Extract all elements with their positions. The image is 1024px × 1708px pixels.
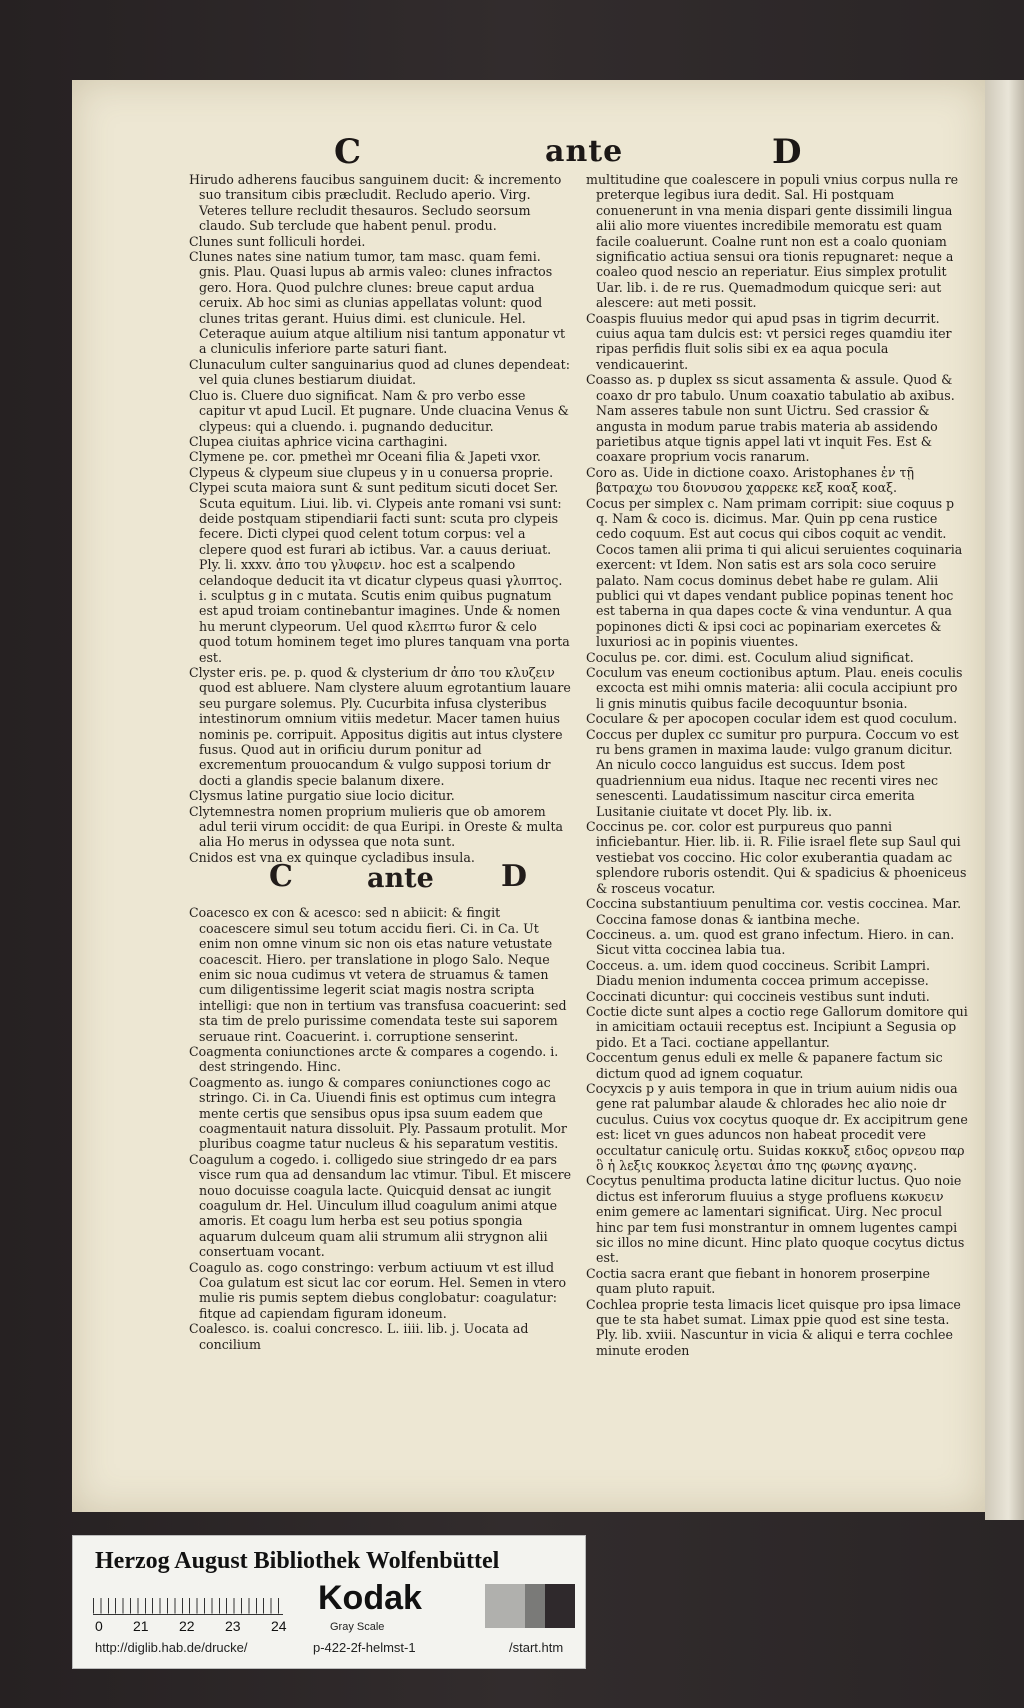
dictionary-entry: Cochlea proprie testa limacis licet quisque pro ipsa limace que te sta habet sumat. Limax ppie quod est sine testa. Ply. lib. xviii. Nascuntur in vicia & aliqui e terra cochlee minute eroden	[586, 1296, 961, 1358]
right-column-entries	[586, 172, 969, 1358]
dictionary-entry: Coalesco. is. coalui concresco. L. iiii. lib. j. Uocata ad concilium	[189, 1321, 529, 1352]
dictionary-entry: Coaspis fluuius medor qui apud psas in tigrim decurrit. cuius aqua tam dulcis est: vt persici reges quamdiu iter ripas perfidis fluit solis sibi ex ea aqua pocula vendicauerint.	[586, 310, 952, 372]
left-column	[189, 172, 572, 1352]
dictionary-entry: Clysmus latine purgatio siue locio dicitur.	[189, 788, 455, 804]
section-right-letter: D	[501, 859, 528, 895]
dictionary-entry: Coccineus. a. um. quod est grano infectum. Hiero. in can. Sicut vitta coccinea labia tua.	[586, 926, 955, 958]
dictionary-entry: Clyster eris. pe. p. quod & clysterium dr ἀπο του κλυζειν quod est abluere. Nam clystere aluum egrotantium lauare seu purgare solemus. Ply. Cucurbita infusa clysteribus intestinorum omnium vitiis medetur. Macer tamen huius nominis pe. corripuit. Appositus digitis aut intus clystere fusus. Quod aut in orificiu durum ponitur ad excrementum prouocandum & vulgo supposi torium dr docti a glandis specie balanum dixere.	[189, 665, 571, 788]
ruler-number: 24	[271, 1618, 287, 1634]
ruler-scale	[93, 1588, 283, 1615]
dictionary-entry: Coagmento as. iungo & compares coniunctiones cogo ac stringo. Ci. in Ca. Uiuendi finis est optimus cum integra mente certis que sensibus opus ipsa suum eadem que coagmentauit natura dissoluit. Ply. Passaum protulit. Mor pluribus coagme tatur nucleus & his separatum vestitis.	[189, 1074, 567, 1152]
dictionary-entry: Coculare & per apocopen cocular idem est quod coculum.	[586, 711, 958, 727]
dictionary-entry: Cocus per simplex c. Nam primam corripit: siue coquus p q. Nam & coco is. dicimus. Mar. Quin pp cena rustice cedo coquum. Est aut cocus qui cibos coquit ac vendit. Cocos tamen alii prima ti qui alicui seruientes coquinaria exercent: vt Idem. Non satis est ars sola coco seruire palato. Nam cocus dominus debet habe re gulam. Alii publici qui vt dapes vendant publice popinas tenent hoc est taberna in qua dapes cocte & vina venduntur. A qua popinones dicti & ipsi coci ac popinariam exercetes & luxuriosi ac in popinis viuentes.	[586, 495, 963, 650]
dictionary-entry: Cocyxcis p y auis tempora in que in trium auium nidis oua gene rat palumbar alaude & chlorades hec alio noie dr cuculus. Cuius vox cocytus quoque dr. Ex accipitrum gene est: licet vn gues aduncos non habeat procedit vere occultatur caniculę ortu. Suidas κοκκυξ ειδος ορνεου παρ ὃ ἡ λεξις κουκκος λεγεται ἀπο της φωνης αγανης.	[586, 1080, 968, 1173]
section-header	[189, 859, 572, 903]
right-column	[586, 172, 969, 1358]
dictionary-entry: Cnidos est vna ex quinque cycladibus insula.	[189, 849, 475, 865]
header-left-letter: C	[334, 132, 362, 172]
dictionary-entry: Coccus per duplex cc sumitur pro purpura. Coccum vo est ru bens gramen in maxima laude: vulgo granum dicitur. An niculo cocco languidus est succus. Idem post quadriennium eua nidus. Itaque nec recenti vires nec senescenti. Laudatissimum nascitur circa emerita Lusitanie ciuitate vt docet Ply. lib. ix.	[586, 726, 959, 819]
section-left-letter: C	[269, 859, 293, 895]
dictionary-entry: Coctia sacra erant que fiebant in honorem proserpine quam pluto rapuit.	[586, 1265, 931, 1297]
dictionary-entry: Coagulo as. cogo constringo: verbum actiuum vt est illud Coa gulatum est sicut lac cor eorum. Hel. Semen in vtero mulie ris pumis septem diebus conglobatur: coagulatur: fitque ad capiendam figuram idoneum.	[189, 1259, 567, 1321]
dictionary-entry: Coasso as. p duplex ss sicut assamenta & assule. Quod & coaxo dr pro tabulo. Unum coaxatio tabulatio ab axibus. Nam asseres tabule non sunt Uictru. Sed crassior & angusta in modum parue trabis materia ab assidendo parietibus atque tignis appel lati vt inquit Fes. Est & coaxare proprium vocis ranarum.	[586, 372, 955, 465]
dictionary-entry: Clytemnestra nomen proprium mulieris que ob amorem adul terii virum occidit: de qua Euripi. in Oreste & multa alia Ho merus in odyssea que nota sunt.	[189, 803, 564, 850]
dictionary-entry: Coacesco ex con & acesco: sed n abiicit: & fingit coacescere simul seu totum accidu fieri. Ci. in Ca. Ut enim non omne vinum sic non ois etas nature vetustate coacescit. Hiero. per translatione in plogo Salo. Neque enim sic noua cudimus vt vetera de struamus & tamen cum diligentissime legerit sciat magis nostra scripta intelligi: que non in tertium vas transfusa coacuerint: sed sta tim de prelo purissime comendata teste sui saporem seruaue rint. Coacuerint. i. corruptione senserint.	[189, 905, 567, 1044]
left-column-bottom-entries	[189, 905, 572, 1352]
dictionary-entry: Coculus pe. cor. dimi. est. Coculum aliud significat.	[586, 649, 914, 665]
dictionary-entry: Clunaculum culter sanguinarius quod ad clunes dependeat: vel quia clunes bestiarum diuidat.	[189, 356, 570, 388]
dictionary-entry: Coccina substantiuum penultima cor. vestis coccinea. Mar. Coccina famose donas & iantbina meche.	[586, 896, 962, 927]
dictionary-entry: Clupea ciuitas aphrice vicina carthagini.	[189, 433, 448, 449]
dictionary-entry: Coccinati dicuntur: qui coccineis vestibus sunt induti.	[586, 988, 930, 1004]
dictionary-entry: Coro as. Uide in dictione coaxo. Aristophanes ἐν τῇ βατραχω του διονυσου χαρρεκε κεξ κοαξ κοαξ.	[586, 464, 914, 496]
dictionary-entry: Clunes sunt folliculi hordei.	[189, 233, 366, 249]
dictionary-entry: Coagulum a cogedo. i. colligedo siue stringedo dr ea pars visce rum qua ad densandum lac vtimur. Tibul. Et miscere nouo docuisse coagula lacte. Quicquid densat ac iungit coagulum dr. Hel. Uinculum illud coagulum animi atque amoris. Et coagu lum herba est seu potius spongia aquarum dulceum quam alii strumum alii strygnon alii consertuam vocant.	[189, 1151, 572, 1260]
gray-scale-label: Gray Scale	[330, 1621, 385, 1633]
dictionary-entry: Clunes nates sine natium tumor, tam masc. quam femi. gnis. Plau. Quasi lupus ab armis valeo: clunes infractos gero. Hora. Quod pulchre clunes: breue caput ardua ceruix. Ab hoc simi as clunias appellatas volunt: quod clunes tritas gerant. Huius dimi. est clunicule. Hel. Ceteraque auium atque altilium nisi tantum apponatur vt a cluniculis inferiore parte saturi fiant.	[189, 249, 566, 357]
dictionary-entry: Coagmenta coniunctiones arcte & compares a cogendo. i. dest stringendo. Hinc.	[189, 1043, 559, 1075]
dictionary-entry: Cluo is. Cluere duo significat. Nam & pro verbo esse capitur vt apud Lucil. Et pugnare. Unde cluacina Venus & clypeus: qui a cluendo. i. pugnando deducitur.	[189, 387, 569, 434]
dictionary-entry: Cocytus penultima producta latine dicitur luctus. Quo noie dictus est inferorum fluuius a styge profluens κωκυειν enim gemere ac lamentari significat. Uirg. Nec procul hinc par tem fusi monstrantur in omnem lugentes campi sic illos no mine dicunt. Hinc plato quoque cocytus dictus est.	[586, 1173, 965, 1266]
book-page	[72, 80, 985, 1512]
dictionary-entry: Coccinus pe. cor. color est purpureus quo panni inficiebantur. Hier. lib. ii. R. Filie israel flete sup Saul qui vestiebat vos coccino. Hic color exuberantia quadam ac splendore ruboris ostendit. Qui & spadicius & phoeniceus & rosceus vocatur.	[586, 819, 967, 896]
dictionary-entry: Hirudo adherens faucibus sanguinem ducit: & incremento suo transitum cibis præcludit. Recludo aperio. Virg. Veteres tellure recludit thesauros. Secludo seorsum claudo. Sub terclude que habent penul. produ.	[189, 172, 562, 234]
dictionary-entry: Clypeus & clypeum siue clupeus y in u conuersa proprie.	[189, 464, 554, 480]
dictionary-entry: Cocceus. a. um. idem quod coccineus. Scribit Lampri. Diadu menion indumenta coccea primum accepisse.	[586, 957, 930, 989]
dictionary-entry: Clymene pe. cor. pmetheì mr Oceani filia & Japeti vxor.	[189, 449, 541, 465]
ruler-number: 22	[179, 1618, 195, 1634]
ruler-number: 21	[133, 1618, 149, 1634]
dictionary-entry: Coculum vas eneum coctionibus aptum. Plau. eneis coculis excocta est mihi omnis materia: alii cocula accipiunt pro li gnis minutis quibus facile decoquuntur bsonia.	[586, 665, 963, 711]
header-title: ante	[545, 134, 624, 169]
adjacent-page-edge	[985, 80, 1024, 1520]
kodak-logo: Kodak	[318, 1579, 422, 1617]
gray-patch-dark	[545, 1584, 575, 1628]
calibration-card	[72, 1535, 586, 1669]
ruler-number: 23	[225, 1618, 241, 1634]
library-title: Herzog August Bibliothek Wolfenbüttel	[95, 1548, 500, 1574]
start-path: /start.htm	[509, 1640, 564, 1655]
ruler-number: 0	[95, 1618, 103, 1634]
shelfmark: p-422-2f-helmst-1	[313, 1640, 416, 1655]
dictionary-entry: Coccentum genus eduli ex melle & papanere factum sic dictum quod ad ignem coquatur.	[586, 1050, 943, 1081]
dictionary-entry: Clypei scuta maiora sunt & sunt peditum sicuti docet Ser. Scuta equitum. Liui. lib. vi. Clypeis ante romani vsi sunt: deide postquam stipendiarii facti sunt: scuta pro clypeis fecere. Dicti clypei quod celent totum corpus: vel a clepere quod est furari ab ictibus. Var. a cauus deriuat. Ply. li. xxxv. ἀπο του γλυφειν. hoc est a scalpendo celandoque deducit ita vt dicatur clypeus quasi γλυπτος. i. sculptus g in c mutata. Scutis enim quibus pugnatum est apud troiam continebantur imagines. Unde & nomen hu merunt clypeorum. Uel quod κλεπτω furor & celo quod totum hominem teget imo plures tanquam vna porta est.	[189, 480, 570, 665]
dictionary-entry: multitudine que coalescere in populi vnius corpus nulla re preterque legibus iura dedit. Sal. Hi postquam conuenerunt in vna menia dispari gente dissimili lingua alii alio more viuentes incredibile memoratu est quam facile coaluerunt. Coalne runt non est a coalo quoniam significatio actiua sensui ora tionis repugnaret: neque a coaleo quod nescio an reperiatur. Eius simplex protulit Uar. lib. i. de re rus. Quemadmodum quicque seri: aut alescere: aut meti possit.	[586, 172, 959, 311]
section-title: ante	[367, 863, 434, 895]
left-column-top-entries	[189, 172, 572, 865]
dictionary-entry: Coctie dicte sunt alpes a coctio rege Gallorum domitore qui in amicitiam octauii receptus est. Incipiunt a Segusia op pido. Et a Taci. coctiane appellantur.	[586, 1003, 968, 1050]
library-url: http://diglib.hab.de/drucke/	[95, 1640, 248, 1655]
page-header	[72, 132, 985, 176]
gray-patch-light	[485, 1584, 525, 1628]
header-right-letter: D	[772, 132, 802, 172]
